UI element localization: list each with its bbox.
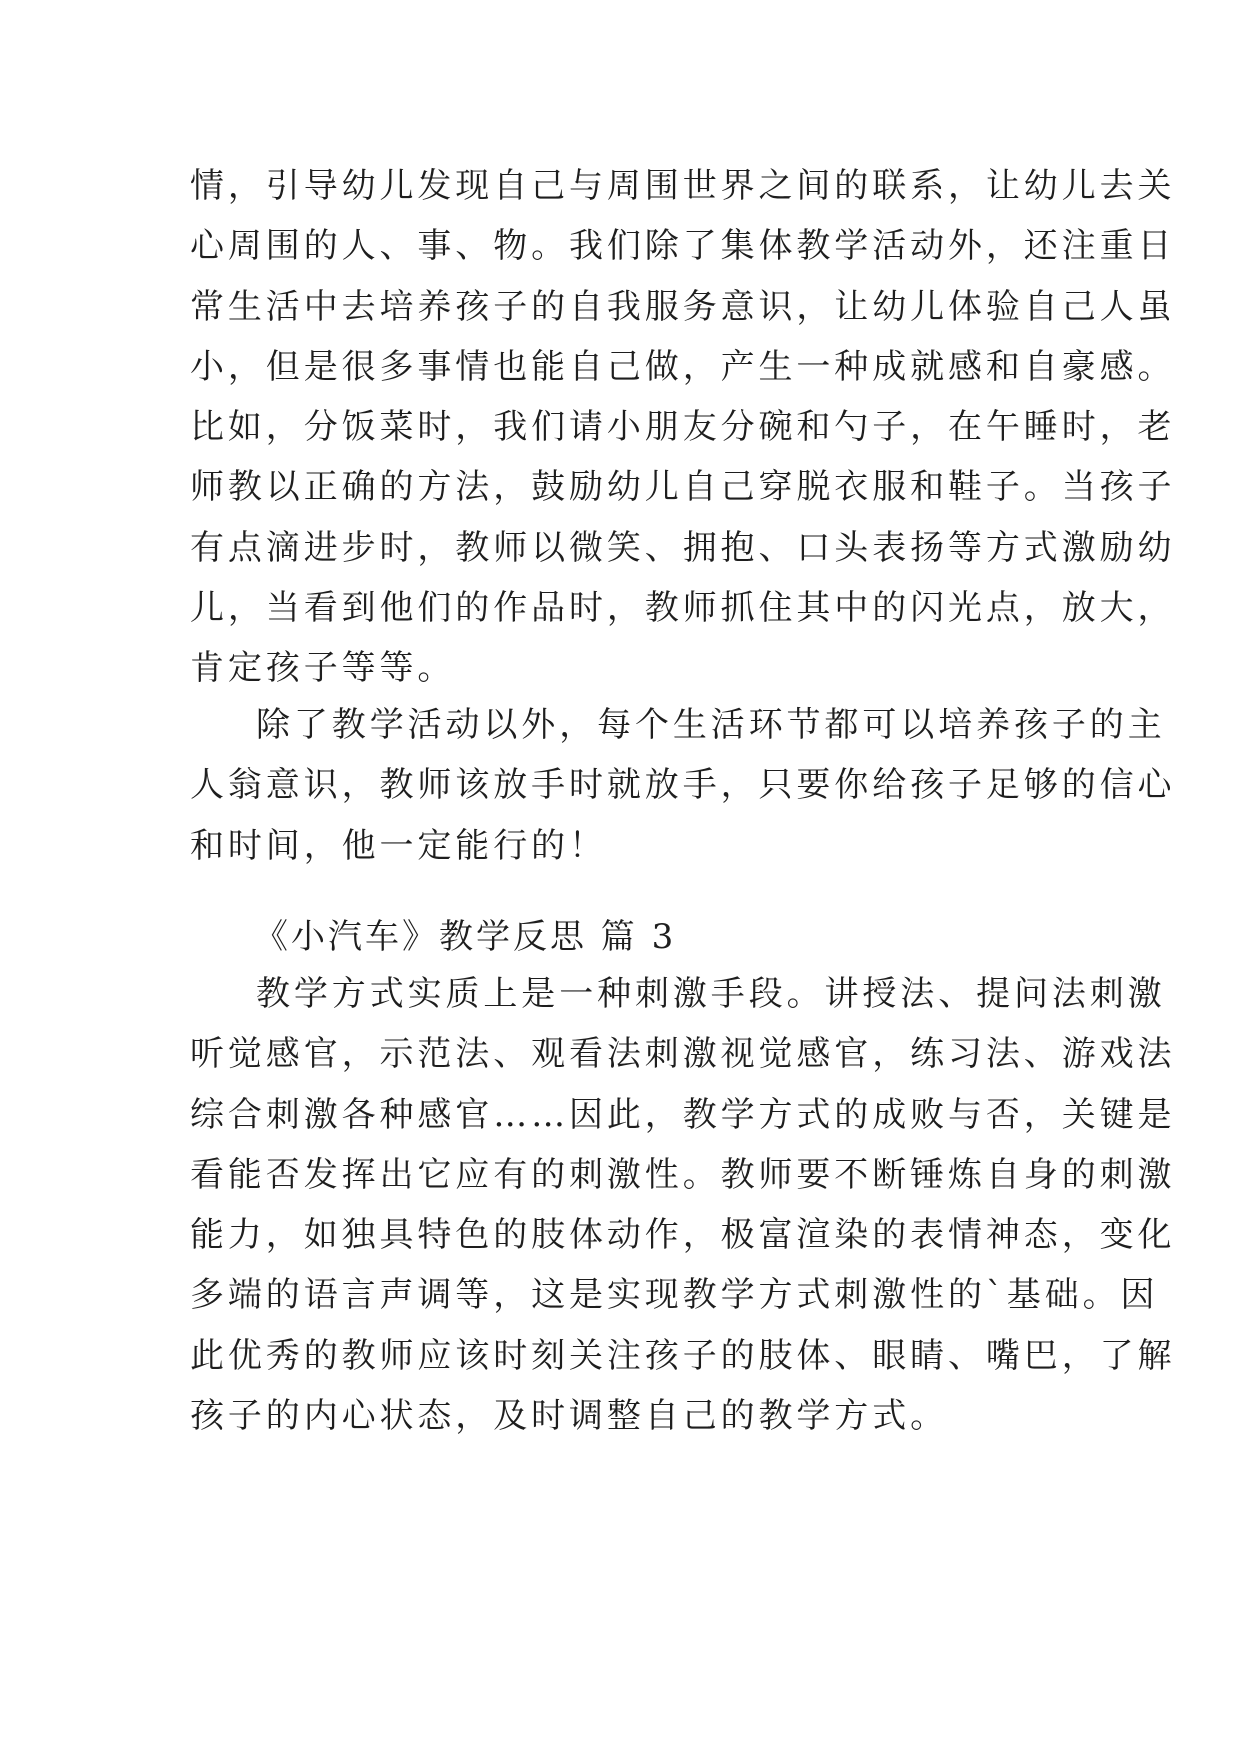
text-line: 教学方式实质上是一种刺激手段。讲授法、提问法刺激	[256, 974, 1166, 1014]
text-line: 此优秀的教师应该时刻关注孩子的肢体、眼睛、嘴巴，了解	[190, 1335, 1176, 1376]
text-line: 多端的语言声调等，这是实现教学方式刺激性的`基础。因	[190, 1275, 1159, 1316]
text-line: 心周围的人、事、物。我们除了集体教学活动外，还注重日	[190, 226, 1176, 267]
text-line: 除了教学活动以外，每个生活环节都可以培养孩子的主	[256, 705, 1166, 745]
text-line: 肯定孩子等等。	[190, 648, 456, 689]
text-line: 孩子的内心状态，及时调整自己的教学方式。	[190, 1396, 948, 1437]
text-line: 听觉感官，示范法、观看法刺激视觉感官，练习法、游戏法	[190, 1034, 1176, 1075]
text-line: 小，但是很多事情也能自己做，产生一种成就感和自豪感。	[190, 346, 1176, 387]
text-line: 儿，当看到他们的作品时，教师抓住其中的闪光点，放大，	[190, 588, 1176, 629]
section-heading: 《小汽车》教学反思 篇 3	[254, 917, 677, 957]
text-line: 比如，分饭菜时，我们请小朋友分碗和勺子，在午睡时，老	[190, 407, 1176, 448]
text-line: 情，引导幼儿发现自己与周围世界之间的联系，让幼儿去关	[190, 166, 1176, 206]
text-line: 能力，如独具特色的肢体动作，极富渲染的表情神态，变化	[190, 1215, 1176, 1256]
paragraph-2	[190, 695, 1176, 876]
text-line: 看能否发挥出它应有的刺激性。教师要不断锤炼自身的刺激	[190, 1154, 1176, 1195]
paragraph-1	[190, 156, 1176, 699]
text-line: 常生活中去培养孩子的自我服务意识，让幼儿体验自己人虽	[190, 286, 1176, 327]
text-line: 人翁意识，教师该放手时就放手，只要你给孩子足够的信心	[190, 765, 1176, 806]
text-line: 师教以正确的方法，鼓励幼儿自己穿脱衣服和鞋子。当孩子	[190, 467, 1176, 508]
section-heading-block	[190, 907, 1070, 967]
text-line: 综合刺激各种感官……因此，教学方式的成败与否，关键是	[190, 1094, 1176, 1135]
text-line: 有点滴进步时，教师以微笑、拥抱、口头表扬等方式激励幼	[190, 527, 1176, 568]
paragraph-3	[190, 964, 1176, 1446]
text-line: 和时间，他一定能行的！	[190, 825, 607, 866]
